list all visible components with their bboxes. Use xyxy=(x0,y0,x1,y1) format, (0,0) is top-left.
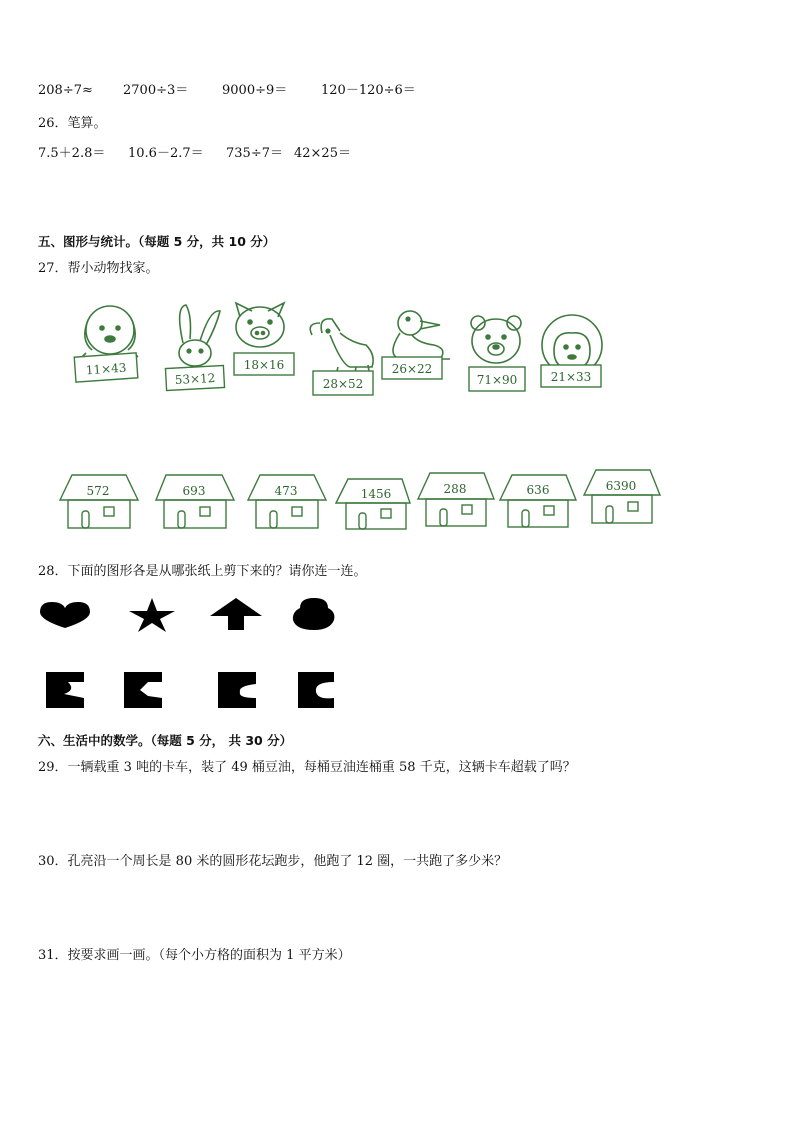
house-7[interactable] xyxy=(584,470,660,523)
q25-item-1: 208÷7≈ xyxy=(38,83,93,98)
house-label-4: 1456 xyxy=(360,487,392,501)
section-6-title: 六、生活中的数学。（每题 5 分， 共 30 分） xyxy=(38,733,293,748)
q27-title: 27．帮小动物找家。 xyxy=(38,261,159,276)
heart-shape[interactable] xyxy=(40,602,90,628)
q26-item-2: 10.6－2.7＝ xyxy=(128,146,204,161)
q25-row xyxy=(38,83,416,99)
duck-icon xyxy=(384,311,450,359)
house-label-5: 288 xyxy=(443,482,467,496)
q26-item-3: 735÷7＝ xyxy=(226,146,283,161)
bear-icon xyxy=(471,316,521,363)
animal-label-7: 21×33 xyxy=(550,370,592,384)
house-label-1: 572 xyxy=(86,484,110,498)
paper-cut-3[interactable] xyxy=(218,672,256,708)
animal-label-4: 28×52 xyxy=(322,377,364,391)
q26-item-4: 42×25＝ xyxy=(294,146,351,161)
q31-text: 31．按要求画一画。（每个小方格的面积为 1 平方米） xyxy=(38,948,351,963)
house-1[interactable] xyxy=(60,475,138,528)
house-label-7: 6390 xyxy=(605,479,637,493)
house-label-6: 636 xyxy=(526,483,550,497)
q29-text: 29．一辆载重 3 吨的卡车，装了 49 桶豆油，每桶豆油连桶重 58 千克，这辆卡车超载了吗？ xyxy=(38,760,576,775)
house-label-2: 693 xyxy=(182,484,206,498)
rabbit-icon xyxy=(179,305,220,366)
q28-figure xyxy=(0,590,794,720)
gourd-shape[interactable] xyxy=(293,598,335,630)
q25-item-3: 9000÷9＝ xyxy=(222,83,288,98)
house-label-3: 473 xyxy=(274,484,298,498)
animal-label-6: 71×90 xyxy=(476,373,518,387)
q25-item-2: 2700÷3＝ xyxy=(123,83,189,98)
animal-label-1: 11×43 xyxy=(85,360,127,378)
q26-item-1: 7.5＋2.8＝ xyxy=(38,146,106,161)
q26-row xyxy=(38,146,351,162)
paper-cut-2[interactable] xyxy=(124,672,162,708)
house-2[interactable] xyxy=(156,475,234,528)
star-shape[interactable] xyxy=(129,598,175,632)
paper-cut-4[interactable] xyxy=(298,672,334,708)
q25-item-4: 120－120÷6＝ xyxy=(321,83,416,98)
pig-icon xyxy=(236,303,284,347)
paper-cut-1[interactable] xyxy=(46,672,84,708)
animal-label-2: 53×12 xyxy=(174,370,216,388)
house-5[interactable] xyxy=(418,473,494,526)
tree-shape[interactable] xyxy=(210,598,262,630)
house-3[interactable] xyxy=(248,475,326,528)
dog-icon xyxy=(82,306,138,357)
q30-text: 30．孔亮沿一个周长是 80 米的圆形花坛跑步，他跑了 12 圈，一共跑了多少米？ xyxy=(38,854,508,869)
animal-label-5: 26×22 xyxy=(391,362,433,376)
q28-title: 28．下面的图形各是从哪张纸上剪下来的？请你连一连。 xyxy=(38,564,367,579)
animal-label-3: 18×16 xyxy=(243,358,285,372)
section-5-title: 五、图形与统计。（每题 5 分，共 10 分） xyxy=(38,234,276,249)
q26-title: 26．笔算。 xyxy=(38,116,107,131)
q27-figure xyxy=(0,295,794,555)
